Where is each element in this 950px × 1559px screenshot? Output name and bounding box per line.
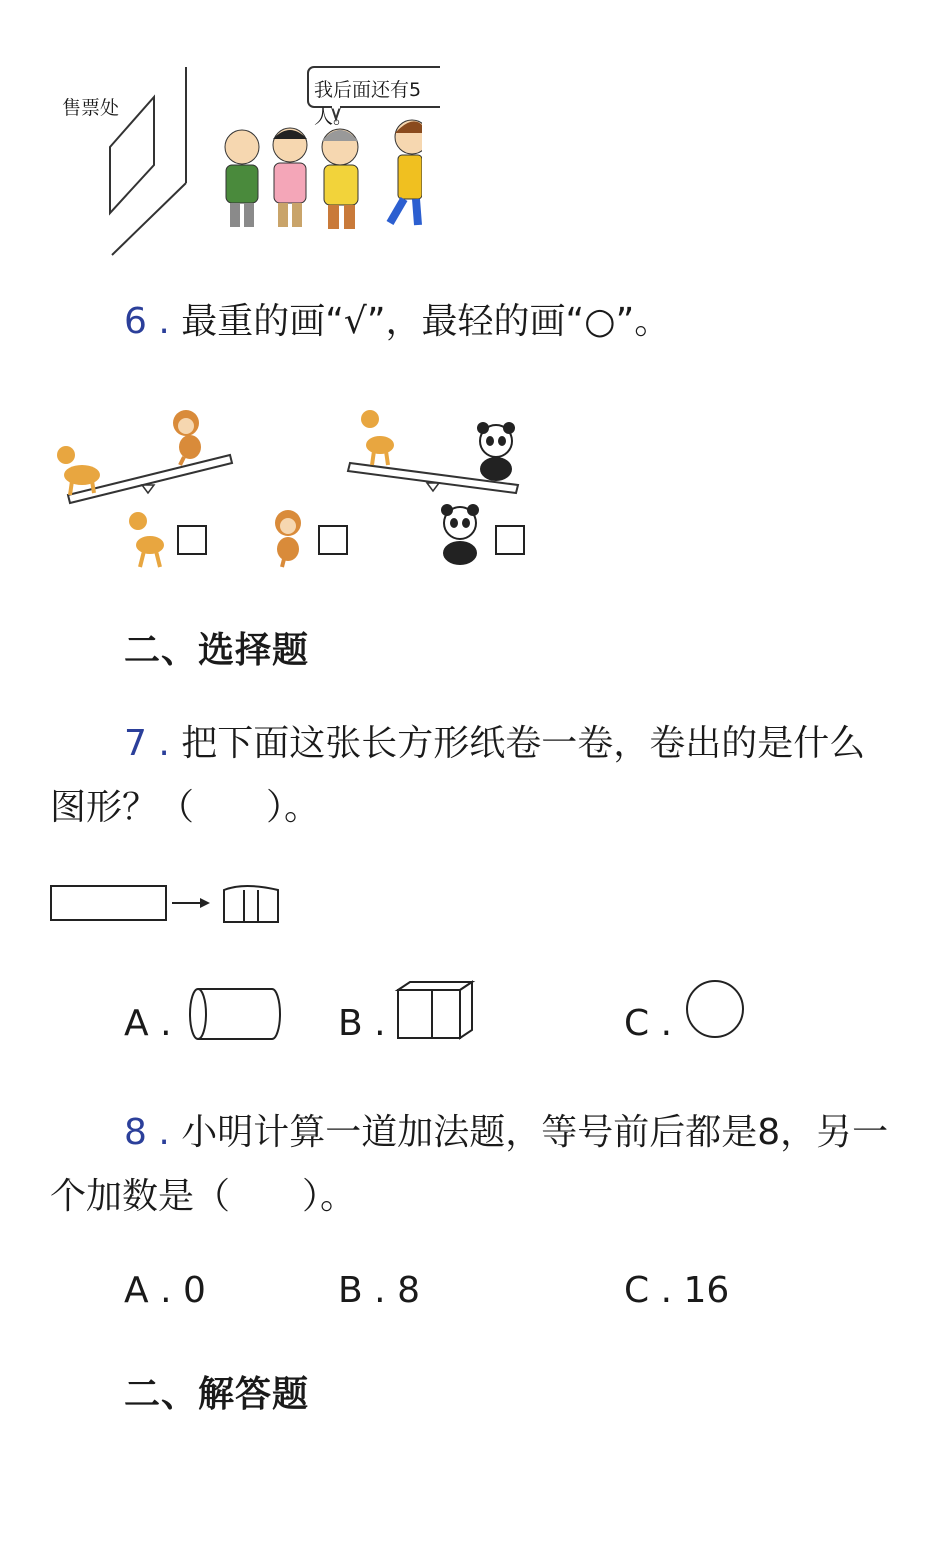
- question-line-2: 个加数是（ ）。: [50, 1176, 357, 1217]
- deer-icon: [57, 446, 100, 495]
- question-text: 最重的画“√”，最轻的画“○”。: [181, 301, 671, 342]
- q8-option-a[interactable]: [124, 1270, 206, 1311]
- option-value: 16: [683, 1270, 730, 1311]
- option-label: B: [338, 1270, 363, 1311]
- option-dot: .: [660, 1270, 673, 1311]
- option-label: C: [624, 1003, 650, 1044]
- question-dot: .: [158, 301, 170, 342]
- question-dot: .: [158, 1112, 170, 1153]
- deer-icon: [361, 410, 394, 465]
- question-number: 6: [124, 301, 147, 342]
- child-4-partial: [390, 115, 440, 245]
- option-label: A: [124, 1270, 149, 1311]
- ticket-queue-illustration: [50, 55, 440, 265]
- question-line-1: [50, 1101, 930, 1165]
- q7-option-b[interactable]: [338, 1003, 386, 1044]
- seesaw-illustration: [50, 395, 550, 585]
- question-number: 7: [124, 723, 147, 764]
- monkey-icon: [173, 410, 201, 465]
- question-7: [50, 712, 920, 840]
- answer-box-monkey[interactable]: [318, 525, 348, 555]
- q7-option-c[interactable]: [624, 1003, 672, 1044]
- panda-icon: [477, 422, 515, 481]
- monkey-icon: [275, 510, 301, 567]
- option-dot: .: [374, 1003, 386, 1044]
- option-label: C: [624, 1270, 650, 1311]
- panda-icon: [441, 504, 479, 565]
- question-6: [124, 290, 670, 354]
- option-dot: .: [160, 1270, 172, 1311]
- question-line-2: 图形？（ ）。: [50, 787, 321, 828]
- q8-option-c[interactable]: [624, 1270, 729, 1311]
- q7-option-a[interactable]: [124, 1003, 172, 1044]
- answer-box-panda[interactable]: [495, 525, 525, 555]
- option-value: 0: [183, 1270, 206, 1311]
- cube-icon: [394, 978, 478, 1044]
- question-line-1: [50, 712, 920, 776]
- child-3: [322, 129, 358, 229]
- answer-box-deer[interactable]: [177, 525, 207, 555]
- question-dot: .: [158, 723, 170, 764]
- section-title-choice: 二、选择题: [124, 630, 310, 671]
- q8-option-b[interactable]: [338, 1270, 420, 1311]
- option-dot: .: [660, 1003, 673, 1044]
- option-dot: .: [374, 1270, 386, 1311]
- option-label: A: [124, 1003, 149, 1044]
- question-text: 把下面这张长方形纸卷一卷，卷出的是什么: [181, 723, 866, 764]
- rectangle-rolled-diagram: [48, 880, 288, 930]
- cylinder-icon: [186, 984, 286, 1046]
- option-dot: .: [160, 1003, 172, 1044]
- speech-bubble-text: 我后面还有5人。: [314, 79, 422, 128]
- option-value: 8: [397, 1270, 420, 1311]
- option-label: B: [338, 1003, 363, 1044]
- section-title-answer: 二、解答题: [124, 1374, 310, 1415]
- question-8: [50, 1101, 930, 1229]
- circle-icon: [684, 978, 746, 1040]
- child-1: [225, 130, 259, 227]
- question-text: 小明计算一道加法题，等号前后都是8，另一: [181, 1112, 889, 1153]
- question-number: 8: [124, 1112, 147, 1153]
- deer-icon: [129, 512, 164, 567]
- ticket-office-sign: 售票处: [62, 97, 120, 119]
- child-2: [273, 128, 307, 227]
